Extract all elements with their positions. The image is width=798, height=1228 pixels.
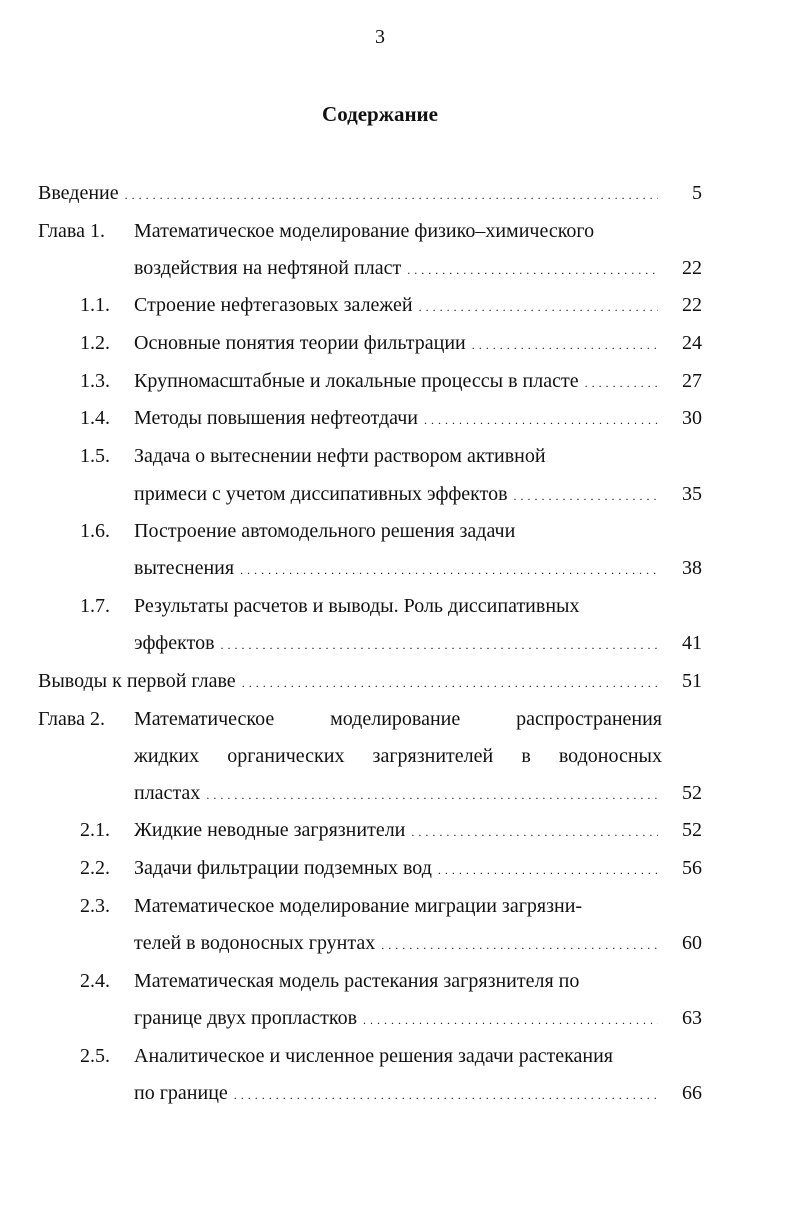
section-title: Математическое моделирование миграции загрязни- [134, 895, 583, 917]
section-title-cont: вытеснения [134, 557, 235, 579]
toc-entry-conclusions [38, 666, 658, 696]
toc-page: 60 [682, 932, 702, 954]
section-title: Аналитическое и численное решения задачи растекания [134, 1045, 614, 1067]
dot-leader [424, 403, 658, 435]
section-number: 1.1. [80, 294, 110, 316]
dot-leader [240, 553, 658, 585]
toc-page: 22 [682, 294, 702, 316]
section-title: Жидкие неводные загрязнители [134, 819, 406, 841]
toc-page: 56 [682, 857, 702, 879]
section-number: 1.6. [80, 520, 110, 542]
dot-leader [438, 853, 658, 885]
dot-leader [419, 290, 658, 322]
section-title: Результаты расчетов и выводы. Роль диссипативных [134, 595, 580, 617]
toc-page: 38 [682, 557, 702, 579]
section-number: 2.4. [80, 970, 110, 992]
section-number: 1.5. [80, 445, 110, 467]
section-title: Основные понятия теории фильтрации [134, 332, 466, 354]
section-title: Математическая модель растекания загрязнителя по [134, 970, 580, 992]
toc-entry-section-cont [134, 553, 658, 583]
section-number: 2.1. [80, 819, 110, 841]
section-title: Методы повышения нефтеотдачи [134, 407, 419, 429]
section-number: 1.7. [80, 595, 110, 617]
toc-entry-section-cont [134, 928, 658, 958]
toc-page: 5 [692, 182, 702, 204]
chapter-label: Глава 1. [38, 220, 105, 242]
section-title-cont: телей в водоносных грунтах [134, 932, 376, 954]
section-number: 2.2. [80, 857, 110, 879]
section-number: 1.4. [80, 407, 110, 429]
toc-page: 27 [682, 370, 702, 392]
toc-entry-section-cont [134, 1078, 658, 1108]
section-number: 1.3. [80, 370, 110, 392]
chapter-title-cont: жидких органических загрязнителей в водоносных [134, 745, 662, 767]
toc-page: 63 [682, 1007, 702, 1029]
dot-leader [206, 778, 658, 810]
toc-entry-intro [38, 178, 658, 208]
section-title: Задачи фильтрации подземных вод [134, 857, 432, 879]
chapter-title: Математическое моделирование распространения [134, 708, 662, 730]
chapter-title-cont [134, 778, 658, 808]
toc-page: 51 [682, 670, 702, 692]
toc-entry-section [134, 328, 658, 358]
chapter-title-cont [134, 253, 658, 283]
dot-leader [381, 928, 658, 960]
section-title-cont: примеси с учетом диссипативных эффектов [134, 483, 508, 505]
section-title-cont: границе двух пропластков [134, 1007, 358, 1029]
toc-entry-section [134, 366, 658, 396]
toc-page: 52 [682, 782, 702, 804]
toc-entry-section-cont [134, 1003, 658, 1033]
chapter-title-text: воздействия на нефтяной пласт [134, 257, 402, 279]
dot-leader [221, 628, 658, 660]
dot-leader [411, 815, 658, 847]
dot-leader [125, 178, 658, 210]
dot-leader [585, 366, 658, 398]
chapter-title-text: пластах [134, 782, 201, 804]
toc-page: 22 [682, 257, 702, 279]
page-title: Содержание [322, 102, 438, 126]
page-number: 3 [375, 26, 385, 48]
toc-page: 35 [682, 483, 702, 505]
section-title-cont: эффектов [134, 632, 215, 654]
toc-entry-section [134, 815, 658, 845]
section-title: Строение нефтегазовых залежей [134, 294, 413, 316]
toc-page: 24 [682, 332, 702, 354]
chapter-title: Математическое моделирование физико–химического [134, 220, 595, 242]
dot-leader [234, 1078, 658, 1110]
section-title: Построение автомодельного решения задачи [134, 520, 516, 542]
section-title: Задача о вытеснении нефти раствором активной [134, 445, 546, 467]
toc-entry-section [134, 290, 658, 320]
section-title-cont: по границе [134, 1082, 228, 1104]
chapter-label: Глава 2. [38, 708, 105, 730]
toc-page: 52 [682, 819, 702, 841]
toc-entry-section [134, 853, 658, 883]
section-number: 2.3. [80, 895, 110, 917]
dot-leader [407, 253, 658, 285]
dot-leader [472, 328, 658, 360]
toc-label: Выводы к первой главе [38, 670, 236, 692]
dot-leader [363, 1003, 658, 1035]
section-number: 1.2. [80, 332, 110, 354]
dot-leader [514, 479, 658, 511]
toc-page: 30 [682, 407, 702, 429]
toc-label: Введение [38, 182, 119, 204]
dot-leader [242, 666, 658, 698]
toc-page: 66 [682, 1082, 702, 1104]
section-number: 2.5. [80, 1045, 110, 1067]
section-title: Крупномасштабные и локальные процессы в пласте [134, 370, 579, 392]
toc-entry-section-cont [134, 628, 658, 658]
toc-entry-section-cont [134, 479, 658, 509]
toc-page: 41 [682, 632, 702, 654]
toc-entry-section [134, 403, 658, 433]
